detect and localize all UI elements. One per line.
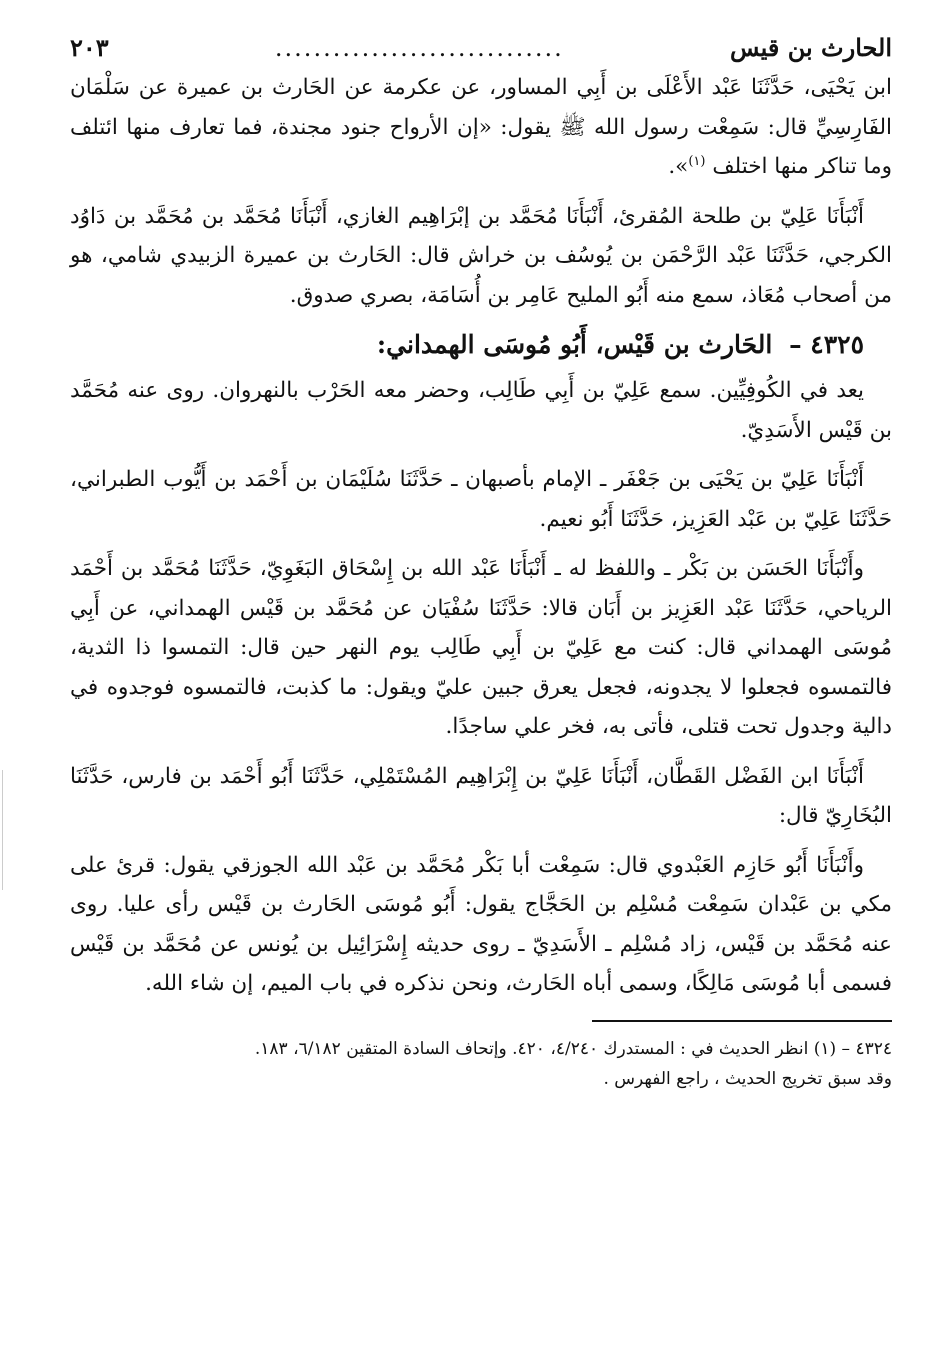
footnote-ref: (١) [688, 153, 706, 169]
page-number: ٢٠٣ [70, 33, 109, 62]
biography-paragraph: يعد في الكُوفِيِّين. سمع عَلِيّ بن أَبِي طَالِب، وحضر معه الحَرْب بالنهروان. روى عنه مُحَمَّد بن قَيْس الأَسَدِيّ. [70, 378, 892, 443]
hadith-paragraph [70, 68, 892, 187]
book-page [70, 28, 892, 1094]
entry-number: ٤٣٢٥ – [789, 330, 864, 359]
paragraph-text: ابن يَحْيَى، حَدَّثَنَا عَبْد الأَعْلَى بن أَبِي المساور، عن عكرمة عن الحَارث بن عميرة عن سَلْمَان الفَارِسِيِّ قال: سَمِعْت رسول الله ﷺ يقول: «إن الأرواح جنود مجندة، فما تعارف منها ائتلف وما تناكر منها اختلف [70, 75, 892, 179]
running-head-leader: .............................. [274, 34, 564, 62]
narration-paragraph: وأَنْبَأَنَا أَبُو حَازِم العَبْدوي قال: سَمِعْت أبا بَكْر مُحَمَّد بن عَبْد الله الجوزقي يقول: قرئ على مكي بن عَبْدان سَمِعْت مُسْلِم بن الحَجَّاج يقول: أَبُو مُوسَى الحَارث بن قَيْس رأى عليا. روى عنه مُحَمَّد بن قَيْس، زاد مُسْلِم ـ الأَسَدِيّ ـ روى حديثه إِسْرَائِيل بن يُونس عن مُحَمَّد بن قَيْس فسمى أبا مُوسَى مَالِكًا، وسمى أباه الحَارث، ونحن نذكره في باب الميم، إن شاء الله. [70, 852, 892, 996]
footnote-line: ٤٣٢٤ – (١) انظر الحديث في : المستدرك ٤/٢٤٠، ٤٢٠. وإتحاف السادة المتقين ٦/١٨٢، ١٨٣. [254, 1038, 892, 1059]
entry-title: الحَارث بن قَيْس، أَبُو مُوسَى الهمداني: [376, 330, 773, 359]
footnotes [70, 1034, 892, 1094]
entry-heading [70, 323, 892, 367]
margin-scan-line [2, 770, 3, 890]
running-head [70, 28, 892, 68]
isnad-paragraph: أَنْبَأَنَا عَلِيّ بن يَحْيَى بن جَعْفَر ـ الإمام بأصبهان ـ حَدَّثَنَا سُلَيْمَان بن أَحْمَد بن أَيُّوب الطبراني، حَدَّثَنَا عَلِيّ بن عَبْد العَزِيز، حَدَّثَنَا أَبُو نعيم. [70, 467, 892, 532]
paragraph-end: ». [668, 154, 689, 179]
footnote-line: وقد سبق تخريج الحديث ، راجع الفهرس . [603, 1068, 892, 1089]
isnad-paragraph: أَنْبَأَنَا ابن الفَضْل القَطَّان، أَنْبَأَنَا عَلِيّ بن إِبْرَاهِيم المُسْتَمْلِي، حَدَّثَنَا أَبُو أَحْمَد بن فارس، حَدَّثَنَا البُخَارِيّ قال: [70, 763, 892, 828]
running-head-title: الحارث بن قيس [730, 33, 892, 62]
footnote-divider [592, 1020, 892, 1022]
isnad-paragraph: أَنْبَأَنَا عَلِيّ بن طلحة المُقرئ، أَنْبَأَنَا مُحَمَّد بن إبْرَاهِيم الغازي، أَنْبَأَنَا مُحَمَّد بن مُحَمَّد بن دَاوُد الكرجي، حَدَّثَنَا عَبْد الرَّحْمَن بن يُوسُف بن خراش قال: الحَارث بن عميرة الزبيدي شامي، هو من أصحاب مُعَاذ، سمع منه أَبُو المليح عَامِر بن أُسَامَة، بصري صدوق. [70, 203, 892, 308]
hadith-paragraph: وأَنْبَأَنَا الحَسَن بن بَكْر ـ واللفظ له ـ أَنْبَأَنَا عَبْد الله بن إِسْحَاق البَغَوِيّ، حَدَّثَنَا مُحَمَّد بن أَحْمَد الرياحي، حَدَّثَنَا عَبْد العَزِيز بن أَبَان قالا: حَدَّثَنَا سُفْيَان عن مُحَمَّد بن قَيْس الهمداني، عن أَبِي مُوسَى الهمداني قال: كنت مع عَلِيّ بن أَبِي طَالِب يوم النهر حين قال: التمسوا ذا الثدية، فالتمسوه فجعلوا لا يجدونه، فجعل يعرق جبين عليّ ويقول: ما كذبت، فالتمسوه فوجدوه في دالية وجدول تحت قتلى، فأتى به، فخر علي ساجدًا. [70, 556, 892, 739]
